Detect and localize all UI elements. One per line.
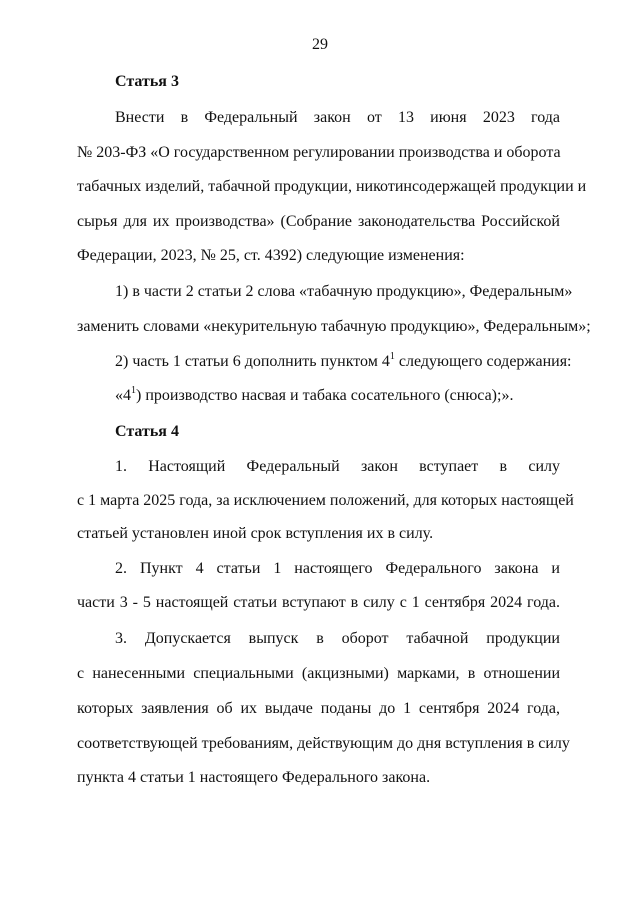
item-2-text-end: следующего содержания: [394,353,572,370]
quote-text: ) производство насвая и табака сосательного (снюса);». [136,387,514,404]
article-4-p3-line: с нанесенными специальными (акцизными) марками, в отношении [77,665,560,682]
article-4-p3-line: которых заявления об их выдаче поданы до 1 сентября 2024 года, [77,700,560,717]
article-4-p1-line: 1. Настоящий Федеральный закон вступает в силу [115,458,560,475]
article-3-item-2-line [115,350,572,372]
quote-open: «4 [115,387,131,404]
article-4-p1-line: статьей установлен иной срок вступления их в силу. [77,525,434,542]
article-4-p2-line: части 3 - 5 настоящей статьи вступают в силу с 1 сентября 2024 года. [77,594,560,611]
article-4-heading: Статья 4 [115,423,179,440]
article-3-item-2-quote [115,386,560,406]
quote-superscript: 1 [131,384,136,396]
article-3-heading: Статья 3 [115,73,179,90]
article-3-item-1-line: 1) в части 2 статьи 2 слова «табачную продукцию», Федеральным» [115,283,573,300]
page-number: 29 [312,36,328,53]
article-4-p2-line: 2. Пункт 4 статьи 1 настоящего Федерального закона и [115,560,560,577]
article-4-p3-line: 3. Допускается выпуск в оборот табачной продукции [115,630,560,647]
article-3-text-line: сырья для их производства» (Собрание законодательства Российской [77,213,560,230]
article-3-text-line: Внести в Федеральный закон от 13 июня 2023 года [115,109,560,126]
article-3-item-1-line: заменить словами «некурительную табачную продукцию», Федеральным»; [77,318,591,335]
article-4-p3-line: пункта 4 статьи 1 настоящего Федерального закона. [77,769,431,786]
article-3-text-line: табачных изделий, табачной продукции, никотинсодержащей продукции и [77,178,587,195]
article-3-text-line: Федерации, 2023, № 25, ст. 4392) следующие изменения: [77,247,465,264]
item-2-superscript: 1 [389,350,395,362]
item-2-text: 2) часть 1 статьи 6 дополнить пунктом 4 [115,353,390,370]
article-4-p1-line: с 1 марта 2025 года, за исключением положений, для которых настоящей [77,492,574,509]
article-4-p3-line: соответствующей требованиям, действующим до дня вступления в силу [77,735,570,752]
article-3-text-line: № 203-ФЗ «О государственном регулировании производства и оборота [77,144,561,161]
